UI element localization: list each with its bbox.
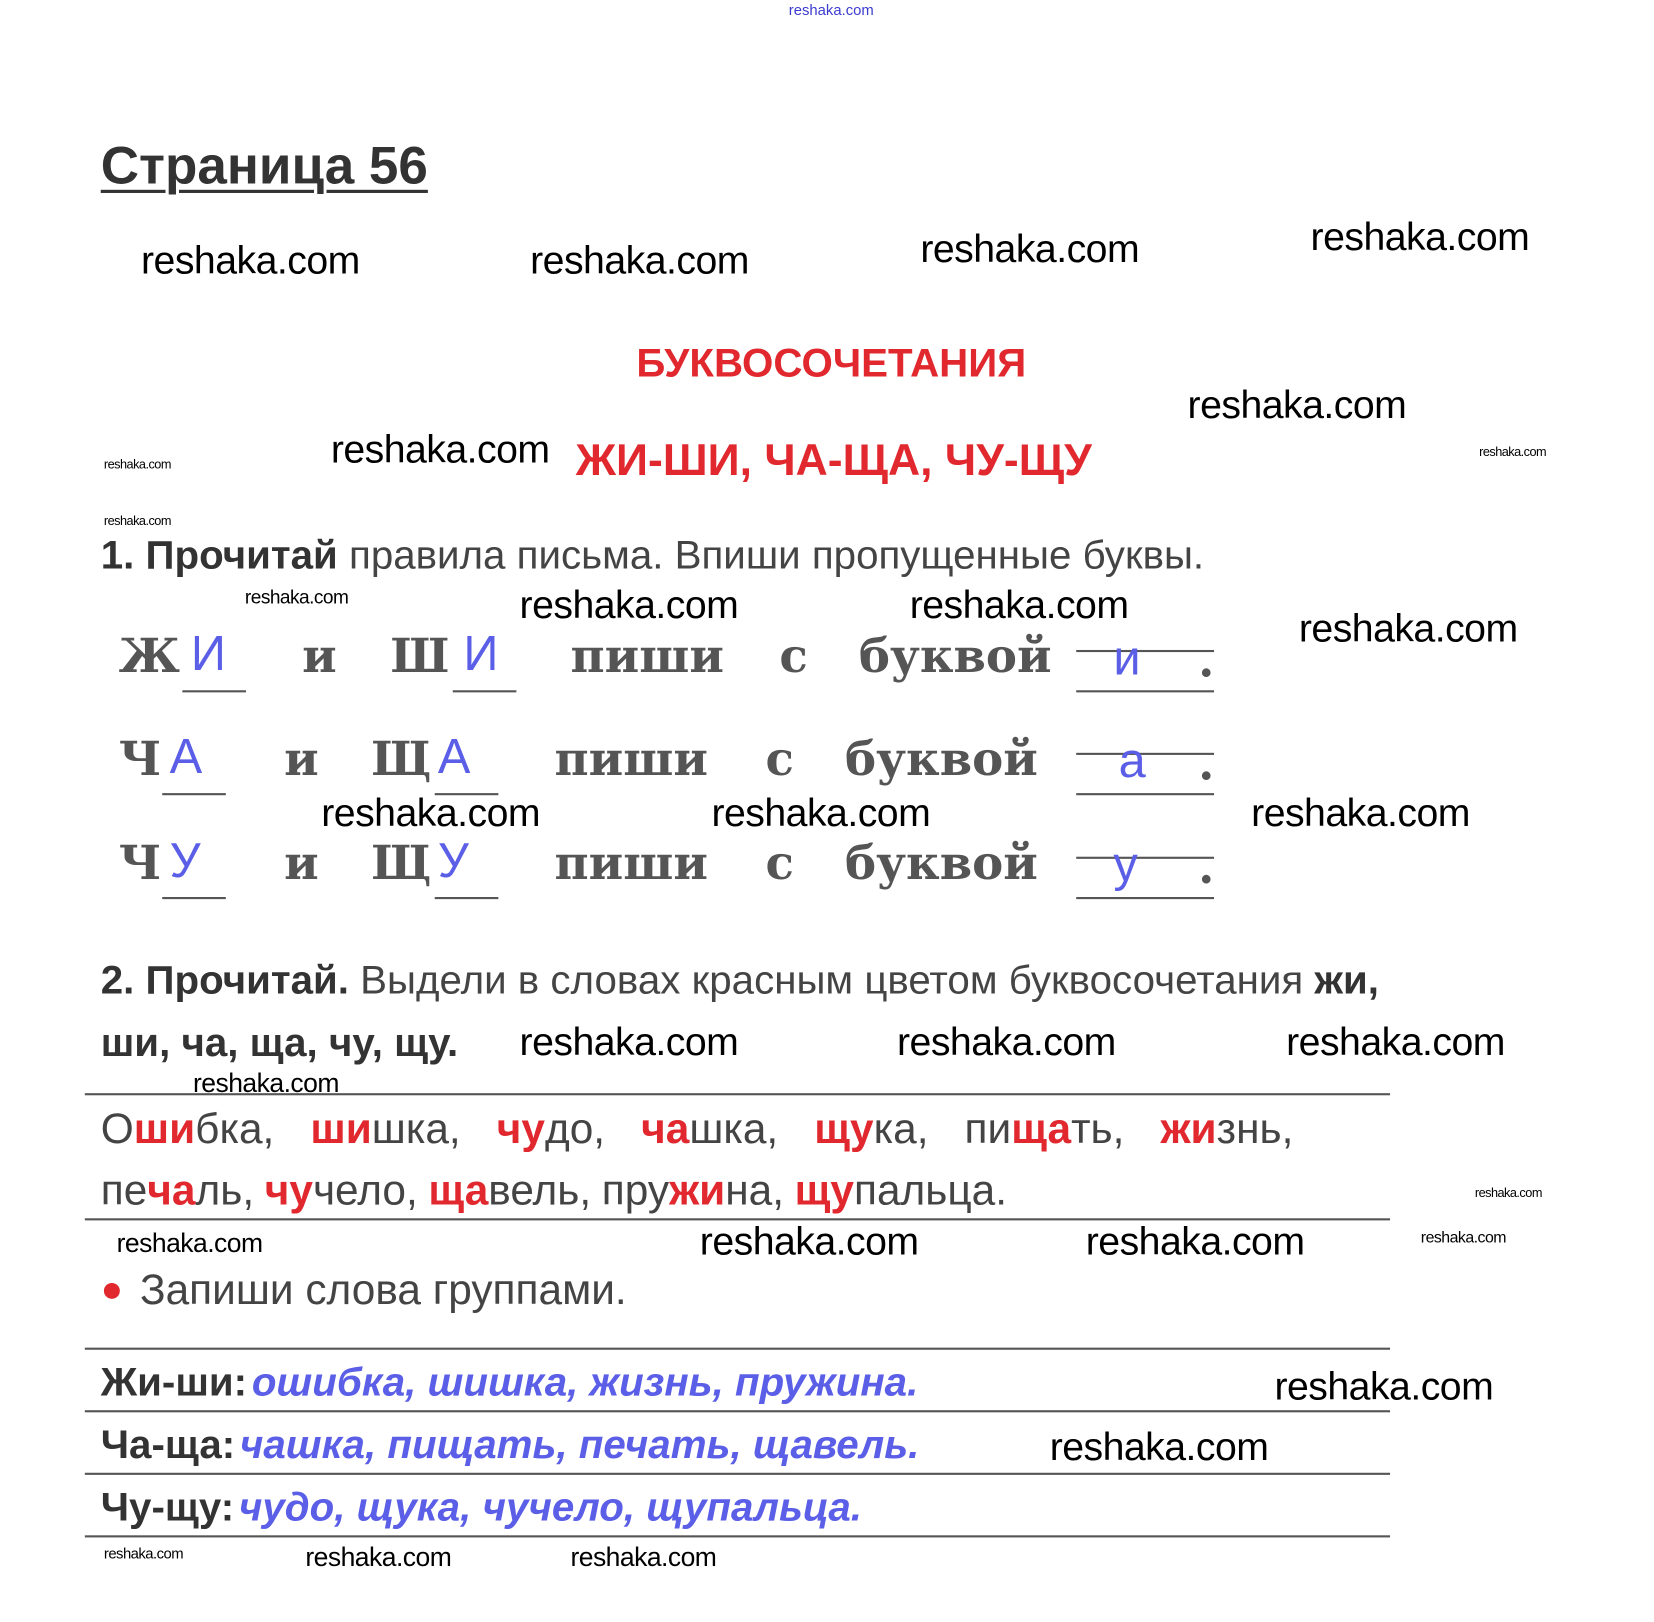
group-label: Жи-ши: xyxy=(100,1360,248,1405)
word[interactable] xyxy=(1160,1106,1293,1153)
watermark: reshaka.com xyxy=(1310,215,1530,259)
highlighted-letters: чу xyxy=(496,1105,545,1153)
highlighted-letters: ща xyxy=(1011,1105,1072,1153)
task-verb: Прочитай xyxy=(145,533,338,578)
rule-word: пиши xyxy=(570,629,724,684)
word-part: пру xyxy=(601,1167,670,1215)
task-text: правила письма. Впиши пропущенные буквы. xyxy=(337,533,1205,578)
watermark: reshaka.com xyxy=(103,513,171,529)
task-letters: ши, ча, ща, чу, щу. xyxy=(100,1021,459,1066)
group-row-chu-shchu xyxy=(101,1485,862,1531)
group-row-cha-shcha xyxy=(101,1423,920,1469)
rule-word: с xyxy=(779,629,808,684)
watermark: reshaka.com xyxy=(711,790,931,835)
task-text: Выдели в словах красным цветом буквосочетания xyxy=(348,958,1315,1004)
word-part: ка, xyxy=(873,1105,929,1153)
watermark: reshaka.com xyxy=(141,238,360,283)
word-part: шка, xyxy=(371,1105,461,1153)
watermark: reshaka.com xyxy=(103,456,171,472)
highlighted-letters: ча xyxy=(641,1105,690,1153)
watermark: reshaka.com xyxy=(519,1020,739,1064)
watermark: reshaka.com xyxy=(530,238,749,283)
rule-conjunction: и xyxy=(302,629,337,684)
task-number: 1. xyxy=(100,533,135,578)
word-part: пи xyxy=(964,1105,1012,1153)
watermark: reshaka.com xyxy=(1274,1364,1494,1409)
word[interactable] xyxy=(965,1106,1125,1153)
watermark: reshaka.com xyxy=(1049,1425,1269,1469)
watermark: reshaka.com xyxy=(1474,1185,1542,1201)
watermark: reshaka.com xyxy=(519,583,739,627)
word[interactable] xyxy=(497,1106,605,1153)
rule-filled-letter[interactable]: У xyxy=(169,832,201,888)
watermark: reshaka.com xyxy=(920,226,1140,271)
rule-consonant: Ч xyxy=(118,836,162,891)
rule-word: буквой xyxy=(845,836,1038,891)
watermark: reshaka.com xyxy=(1251,790,1470,835)
watermark: reshaka.com xyxy=(1286,1020,1505,1064)
answer-line-bottom xyxy=(1076,897,1214,899)
group-answer[interactable]: ошибка, шишка, жизнь, пружина. xyxy=(251,1360,919,1405)
highlighted-letters: ча xyxy=(147,1167,196,1215)
blank-underline xyxy=(162,793,226,795)
task-verb: Прочитай. xyxy=(145,958,349,1004)
bullet-icon xyxy=(104,1283,120,1299)
watermark: reshaka.com xyxy=(330,427,550,471)
divider xyxy=(85,1348,1390,1350)
rule-filled-letter[interactable]: И xyxy=(190,625,226,681)
group-row-zhi-shi xyxy=(101,1360,919,1406)
rule-word: пиши xyxy=(554,732,709,787)
group-answer[interactable]: чашка, пищать, печать, щавель. xyxy=(239,1422,920,1468)
word[interactable] xyxy=(602,1167,784,1214)
rule-answer-letter[interactable]: и xyxy=(1113,629,1141,685)
rule-word: с xyxy=(765,732,794,787)
rule-conjunction: и xyxy=(284,732,319,787)
rule-filled-letter[interactable]: У xyxy=(437,832,469,888)
word-part: до, xyxy=(544,1105,606,1153)
word-part: бка, xyxy=(195,1105,275,1153)
watermark: reshaka.com xyxy=(897,1020,1116,1064)
divider xyxy=(85,1473,1390,1475)
header-watermark[interactable]: reshaka.com xyxy=(788,1,874,19)
word[interactable] xyxy=(814,1106,928,1153)
rule-word: буквой xyxy=(858,629,1052,684)
rule-period: . xyxy=(1198,634,1215,689)
divider xyxy=(85,1535,1390,1537)
highlighted-letters: ши xyxy=(133,1105,196,1153)
watermark: reshaka.com xyxy=(305,1542,452,1573)
task-letters: жи, xyxy=(1314,958,1379,1004)
blank-underline xyxy=(182,690,246,692)
watermark: reshaka.com xyxy=(1298,606,1518,650)
word-part: шка, xyxy=(689,1105,779,1153)
section-subheading: ЖИ-ШИ, ЧА-ЩА, ЧУ-ЩУ xyxy=(575,434,1092,485)
highlighted-letters: щу xyxy=(814,1105,874,1153)
watermark: reshaka.com xyxy=(244,586,349,608)
word[interactable] xyxy=(265,1167,418,1214)
divider xyxy=(85,1410,1390,1412)
word-part: О xyxy=(100,1105,134,1153)
watermark: reshaka.com xyxy=(1085,1219,1305,1263)
task-2-instruction-cont xyxy=(101,1021,458,1067)
rule-consonant: Ж xyxy=(118,629,180,684)
watermark: reshaka.com xyxy=(909,583,1129,627)
watermark: reshaka.com xyxy=(1420,1228,1507,1247)
rule-filled-letter[interactable]: А xyxy=(437,728,471,784)
rule-word: с xyxy=(765,836,794,891)
watermark: reshaka.com xyxy=(1479,444,1547,460)
watermark: reshaka.com xyxy=(192,1068,339,1099)
word-part: на, xyxy=(725,1167,785,1215)
rule-answer-letter[interactable]: а xyxy=(1118,732,1146,788)
blank-underline xyxy=(162,897,226,899)
word-list-line-2 xyxy=(101,1166,1018,1215)
word-part: ль, xyxy=(195,1167,255,1215)
group-label: Чу-щу: xyxy=(100,1485,235,1531)
word-list-line-1 xyxy=(101,1105,1330,1154)
answer-line-bottom xyxy=(1076,793,1214,795)
highlighted-letters: жи xyxy=(1160,1105,1217,1153)
word-part: ть, xyxy=(1071,1105,1125,1153)
highlighted-letters: ши xyxy=(310,1105,372,1153)
highlighted-letters: чу xyxy=(264,1167,313,1215)
watermark: reshaka.com xyxy=(103,1544,184,1562)
blank-underline xyxy=(453,690,517,692)
answer-line-top xyxy=(1076,857,1214,859)
rule-period: . xyxy=(1198,840,1215,895)
watermark: reshaka.com xyxy=(321,790,541,835)
group-label: Ча-ща: xyxy=(100,1422,236,1468)
rule-conjunction: и xyxy=(284,836,319,891)
word-part: вель, xyxy=(488,1167,592,1215)
highlighted-letters: жи xyxy=(669,1167,726,1215)
group-answer[interactable]: чудо, щука, чучело, щупальца. xyxy=(238,1485,862,1531)
watermark: reshaka.com xyxy=(1187,382,1407,427)
rule-consonant: Ч xyxy=(118,732,162,787)
task-2-instruction xyxy=(101,959,1379,1005)
word-part: пальца. xyxy=(853,1167,1008,1215)
rule-consonant: Ш xyxy=(390,629,450,684)
word-part: пе xyxy=(100,1167,148,1215)
task-1-instruction xyxy=(101,533,1204,579)
task-number: 2. xyxy=(100,958,135,1004)
highlighted-letters: ща xyxy=(428,1167,489,1215)
rule-filled-letter[interactable]: А xyxy=(169,728,203,784)
word[interactable] xyxy=(310,1106,460,1153)
watermark: reshaka.com xyxy=(570,1542,717,1573)
rule-word: буквой xyxy=(845,732,1038,787)
answer-line-bottom xyxy=(1076,690,1214,692)
word[interactable] xyxy=(795,1167,1007,1214)
highlighted-letters: щу xyxy=(794,1167,854,1215)
watermark: reshaka.com xyxy=(116,1228,263,1259)
rule-consonant: Щ xyxy=(371,836,432,891)
rule-period: . xyxy=(1198,736,1215,791)
watermark: reshaka.com xyxy=(699,1219,919,1263)
page-title: Страница 56 xyxy=(100,135,428,196)
word[interactable] xyxy=(101,1106,275,1153)
rule-consonant: Щ xyxy=(371,732,432,787)
blank-underline xyxy=(435,897,499,899)
rule-word: пиши xyxy=(554,836,709,891)
answer-line-top xyxy=(1076,650,1214,652)
section-heading: БУКВОСОЧЕТАНИЯ xyxy=(636,341,1027,386)
word[interactable] xyxy=(641,1106,778,1153)
word-part: знь, xyxy=(1216,1105,1294,1153)
rule-filled-letter[interactable]: И xyxy=(463,625,499,681)
rule-answer-letter[interactable]: у xyxy=(1113,836,1138,892)
task-3-instruction: Запиши слова группами. xyxy=(139,1267,627,1314)
word[interactable] xyxy=(101,1167,254,1214)
word-part: чело, xyxy=(312,1167,418,1215)
word[interactable] xyxy=(428,1167,591,1214)
